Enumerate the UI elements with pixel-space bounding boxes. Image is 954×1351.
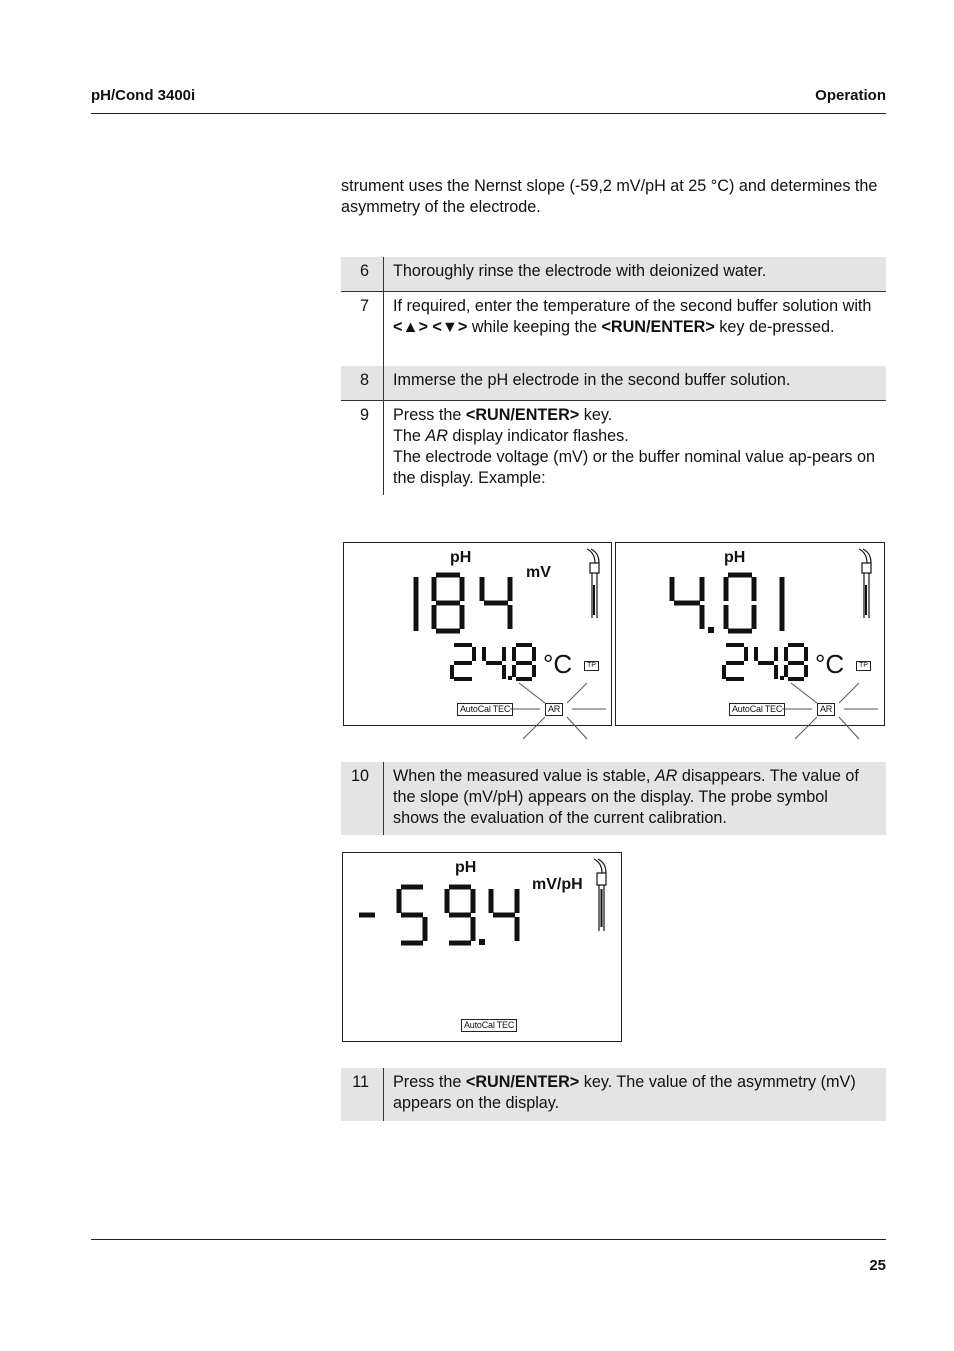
step-11	[341, 1068, 886, 1121]
temp-unit: °C	[815, 649, 845, 679]
step-7	[341, 292, 886, 366]
probe-icon	[594, 859, 606, 931]
step-text: If required, enter the temperature of the second buffer solution with <▲> <▼> while keeping the <RUN/ENTER> key de-pressed.	[393, 297, 872, 336]
step-text: Immerse the pH electrode in the second buffer solution.	[393, 371, 791, 389]
mode-label: pH	[724, 549, 746, 566]
main-digits-594	[359, 887, 517, 943]
main-digits-184	[416, 575, 510, 631]
ar-indicator: AR	[817, 703, 835, 716]
key-run-enter: <RUN/ENTER>	[465, 406, 580, 424]
autocal-indicator: AutoCal TEC	[729, 703, 785, 716]
key-run-enter: <RUN/ENTER>	[601, 318, 715, 336]
probe-icon	[859, 549, 871, 618]
key-run-enter: <RUN/ENTER>	[465, 1073, 580, 1091]
unit-label: mV/pH	[532, 876, 583, 893]
step-number: 8	[341, 366, 384, 400]
step-text: When the measured value is stable, AR disappears. The value of the slope (mV/pH) appears on the display. The probe symbol shows the evaluation of the current calibration.	[393, 767, 859, 827]
lcd-graphics	[616, 543, 884, 725]
header-title: pH/Cond 3400i	[91, 87, 196, 104]
step-text: Press the <RUN/ENTER> key. The value of the asymmetry (mV) appears on the display.	[393, 1073, 856, 1112]
mode-label: pH	[450, 549, 472, 566]
autocal-indicator: AutoCal TEC	[457, 703, 513, 716]
temp-unit: °C	[543, 649, 573, 679]
header-rule	[91, 113, 886, 114]
step-text: Press the <RUN/ENTER> key. The AR display indicator flashes. The electrode voltage (mV) or the buffer nominal value ap-pears on the display. Example:	[393, 406, 875, 487]
step-9	[341, 401, 886, 495]
page-number: 25	[869, 1257, 886, 1274]
unit-label: mV	[526, 564, 551, 581]
footer-rule	[91, 1239, 886, 1240]
probe-icon	[587, 549, 599, 618]
step-number: 11	[341, 1068, 384, 1121]
lcd-display-mv	[343, 542, 612, 726]
lcd-display-slope	[342, 852, 622, 1042]
intro-paragraph: strument uses the Nernst slope (-59,2 mV/pH at 25 °C) and determines the asymmetry of the electrode.	[341, 177, 878, 216]
tp-indicator: TP	[584, 661, 599, 671]
lcd-display-ph	[615, 542, 885, 726]
step-number: 9	[341, 401, 384, 495]
autocal-indicator: AutoCal TEC	[461, 1019, 517, 1032]
step-number: 10	[341, 762, 384, 835]
mode-label: pH	[455, 859, 477, 876]
key-arrows: <▲> <▼>	[393, 318, 468, 336]
lcd-graphics	[344, 543, 611, 725]
temp-digits-248	[724, 645, 806, 679]
ar-indicator: AR	[545, 703, 563, 716]
main-digits-401	[672, 575, 782, 631]
tp-indicator: TP	[856, 661, 871, 671]
temp-digits-248	[452, 645, 534, 679]
step-10	[341, 762, 886, 835]
step-number: 7	[341, 292, 384, 366]
step-number: 6	[341, 257, 384, 291]
step-6	[341, 257, 886, 291]
header-section: Operation	[815, 87, 886, 104]
step-text: Thoroughly rinse the electrode with deionized water.	[393, 262, 767, 280]
step-8	[341, 366, 886, 400]
